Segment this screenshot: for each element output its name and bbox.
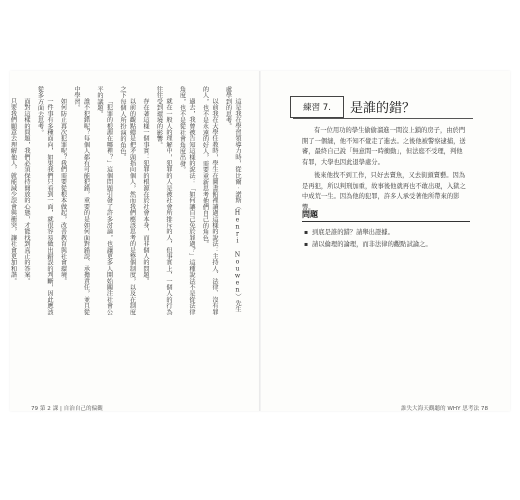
left-paragraph: 過去，我曾被告知這樣的說法：「如何讓自己免於罪過？」這種說法不是從法律角度，也不是從社會角度出發。 [178,86,195,315]
exercise-title: 是誰的錯？ [350,101,416,116]
left-paragraph: 這是我在學習領導力時，從比爾‧諾斯（Henri Nouwen）先生處學到的思考。 [224,86,241,313]
question-item: ▪ 請以倫理的論理，而非法律的觀點試論之。 [304,239,472,251]
left-paragraph: 以前的觀點總是把矛頭指向個人，然而我們應該思考的是整個制度，以及在制度之下每個人所扮演的角色。 [119,86,136,315]
left-paragraph: 「犯罪的根源在哪裡？」這個問題引發了許多討論，也讓更多人開始關注社會公平的議題。 [96,86,113,315]
left-paragraph: 就在一般人的理解中，犯罪的人是被社會所排斥的人，但事實上，一個人的行為往往受到環境的影響。 [155,86,172,315]
left-page-footer: 79 第 2 課 | 自治自己的偏觀 [31,406,103,412]
questions-heading: 問題 [302,210,318,219]
exercise-header [290,96,470,118]
questions-divider [302,221,470,222]
right-paragraph: 有一位用功的學生偷偷溜進一間沒上鎖的房子，由於門開了一個縫，他不知不覺走了進去。之後他被警察逮捕，送審，最終自己說「無意間一時衝動」，但法庭不受理，判他有罪，大學也因此退學處分。 [302,127,466,166]
left-paragraph: 面對這樣的問題，我們必須保持開放的心態，才能找到真正的答案。 [23,98,30,284]
left-page-body [4,86,242,318]
left-paragraph: 只要我們願意去理解他人，就能減少誤會與衝突，讓社會更加和諧。 [9,98,17,284]
left-paragraph: 如何防止再次犯罪呢？我們需要從根本做起，改善教育與社會環境。 [59,98,67,284]
book-gutter [259,71,261,411]
questions-list [304,227,472,251]
exercise-label-box: 練習 7. [290,96,344,118]
left-paragraph: 存在著這樣一個事實：犯罪的根源在於社會本身，而非個人的問題。 [142,98,149,284]
right-page-footer: 誰失大海天觀聽的 WHY 思考法 78 [400,406,488,412]
left-paragraph: 誰不犯錯呢？每個人都有可能犯錯，重要的是如何面對錯誤、承擔責任，並且從中學習。 [73,86,90,315]
right-page-body [302,126,467,216]
left-paragraph: 以前我在大學任教時，學生在圖書館裡讀過這樣的說法：主持人、法律、沒有罪的人，也不是永遠的好人，需要重新思考他們自己的角色。 [201,86,218,315]
question-item: ▪ 到底是誰的錯？請舉出證據。 [304,227,472,239]
exercise-underline [293,118,473,119]
right-paragraph: 後來他找不到工作，只好去賣魚，又去街頭賣藝。因為是再犯，所以判刑加重，故事後他就再也不敢出現，入獄之中成荒一生。因為他的犯罪，許多人承受著他所帶來的影響。 [302,172,466,211]
left-paragraph: 一件事有多種面向，如果我們只看到一面，就很容易做出錯誤的判斷，因此應該從多方面去思考。 [36,86,53,315]
